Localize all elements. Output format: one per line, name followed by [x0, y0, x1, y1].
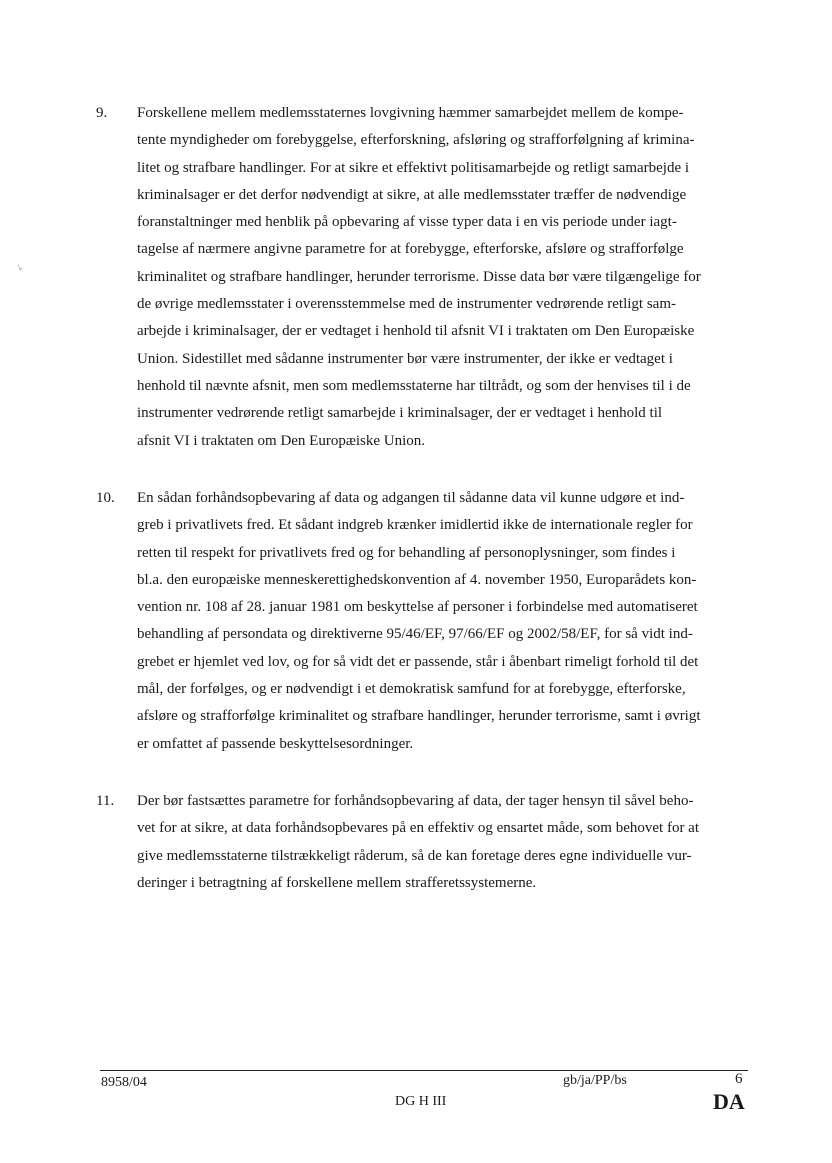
text-line: vet for at sikre, at data forhåndsopbevares på en effektiv og ensartet måde, som behovet for at [137, 820, 700, 837]
paragraph-text [137, 100, 743, 455]
text-line: bl.a. den europæiske menneskerettighedskonvention af 4. november 1950, Europarådets kon- [137, 571, 697, 588]
paragraph-number: 9. [96, 105, 108, 121]
text-line: tente myndigheder om forebyggelse, efterforskning, afsløring og strafforfølgning af krimina- [137, 132, 695, 149]
text-line: vention nr. 108 af 28. januar 1981 om beskyttelse af personer i forbindelse med automatiseret [137, 599, 698, 616]
text-line: Der bør fastsættes parametre for forhåndsopbevaring af data, der tager hensyn til såvel beho- [137, 793, 694, 809]
text-line: grebet er hjemlet ved lov, og for så vidt det er passende, står i åbenbart rimeligt forhold til det [137, 653, 699, 670]
footer-initials: gb/ja/PP/bs [563, 1073, 627, 1088]
text-line: er omfattet af passende beskyttelsesordninger. [137, 735, 414, 752]
paragraph-text [137, 485, 743, 758]
footer-directorate: DG H III [395, 1094, 447, 1109]
text-line: En sådan forhåndsopbevaring af data og adgangen til sådanne data vil kunne udgøre et ind- [137, 490, 685, 506]
paragraph-text [137, 788, 743, 897]
text-line: kriminalitet og strafbare handlinger, herunder terrorisme. Disse data bør være tilgængelige for [137, 268, 701, 285]
text-line: retten til respekt for privatlivets fred og for behandling af personoplysninger, som findes i [137, 544, 676, 561]
paragraph-number: 11. [96, 793, 115, 809]
text-line: greb i privatlivets fred. Et sådant indgreb krænker imidlertid ikke de internationale regler for [137, 517, 693, 534]
paragraph-number: 10. [96, 490, 115, 506]
text-line: Forskellene mellem medlemsstaternes lovgivning hæmmer samarbejdet mellem de kompe- [137, 105, 684, 121]
text-line: foranstaltninger med henblik på opbevaring af visse typer data i en vis periode under iagt- [137, 214, 677, 231]
text-line: mål, der forfølges, og er nødvendigt i et demokratisk samfund for at forebygge, efterforske, [137, 681, 686, 698]
text-line: behandling af persondata og direktiverne 95/46/EF, 97/66/EF og 2002/58/EF, for så vidt ind- [137, 626, 693, 643]
text-line: litet og strafbare handlinger. For at sikre et effektivt politisamarbejde og retligt samarbejde i [137, 159, 690, 176]
text-line: henhold til nævnte afsnit, men som medlemsstaterne har tiltrådt, og som der henvises til i de [137, 377, 691, 394]
text-line: de øvrige medlemsstater i overensstemmelse med de instrumenter vedrørende retligt sam- [137, 296, 676, 313]
text-line: arbejde i kriminalsager, der er vedtaget i henhold til afsnit VI i traktaten om Den Europæiske [137, 323, 695, 340]
text-line: instrumenter vedrørende retligt samarbejde i kriminalsager, der er vedtaget i henhold til [137, 405, 663, 422]
text-line: afsnit VI i traktaten om Den Europæiske Union. [137, 432, 426, 449]
footer-divider [100, 1070, 748, 1071]
text-line: give medlemsstaterne tilstrækkeligt råderum, så de kan foretage deres egne individuelle vur- [137, 847, 692, 864]
text-line: afsløre og strafforfølge kriminalitet og strafbare handlinger, herunder terrorisme, samt i øvrigt [137, 708, 701, 725]
text-line: tagelse af nærmere angivne parametre for at forebygge, efterforske, afsløre og strafforfølge [137, 241, 684, 258]
footer-language-code: DA [713, 1089, 745, 1114]
text-line: kriminalsager er det derfor nødvendigt at sikre, at alle medlemsstater træffer de nødvendige [137, 186, 687, 203]
text-line: Union. Sidestillet med sådanne instrumenter bør være instrumenter, der ikke er vedtaget i [137, 350, 673, 367]
scan-artifact-mark: \- [18, 263, 22, 273]
footer-document-reference: 8958/04 [101, 1075, 147, 1090]
text-line: deringer i betragtning af forskellene mellem strafferetssystemerne. [137, 874, 537, 891]
footer-page-number: 6 [735, 1071, 743, 1087]
